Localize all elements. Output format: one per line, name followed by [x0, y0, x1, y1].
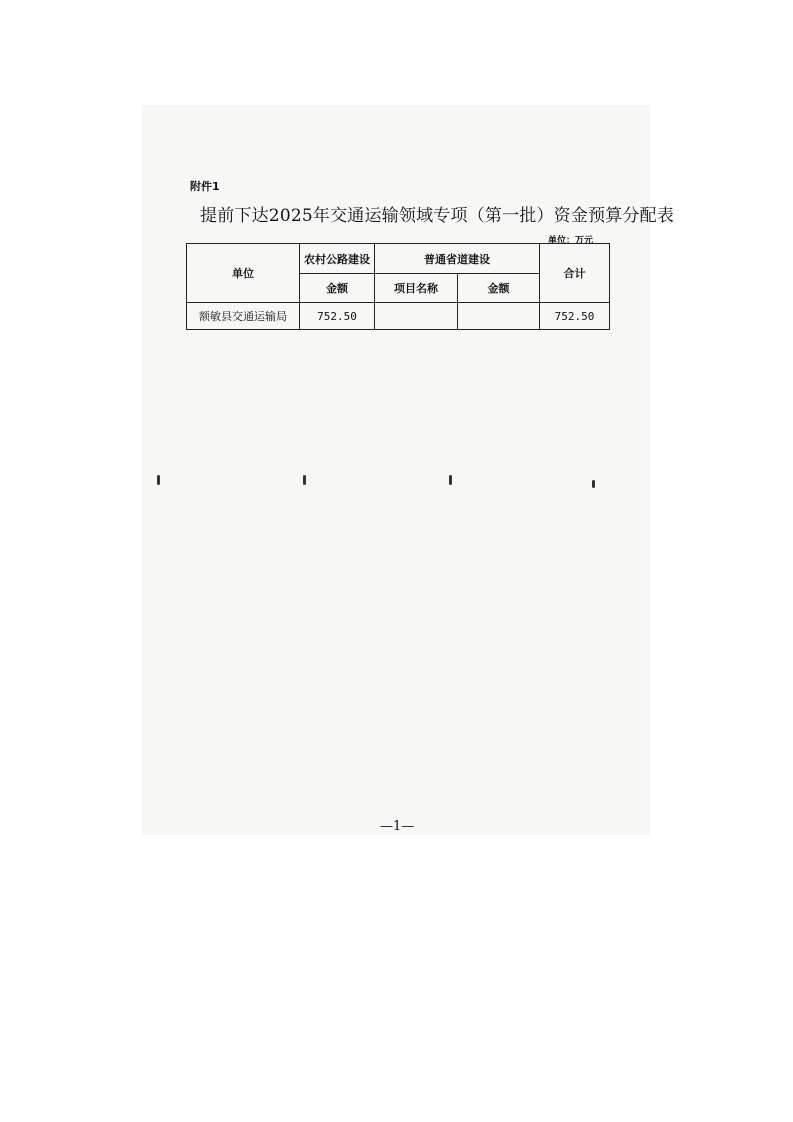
cell-total: 752.50: [540, 303, 610, 330]
header-project-name: 项目名称: [375, 274, 458, 303]
unit-note: 单位：万元: [548, 236, 594, 246]
binding-mark: [449, 475, 452, 485]
header-total: 合计: [540, 244, 610, 303]
page-number: —1—: [380, 819, 415, 834]
header-provincial-amount: 金额: [458, 274, 540, 303]
budget-allocation-table: [186, 243, 610, 330]
header-rural-amount: 金额: [300, 274, 375, 303]
table-header-row: [187, 244, 610, 274]
table-row: [187, 303, 610, 330]
cell-provincial-amount: [458, 303, 540, 330]
cell-unit: 额敏县交通运输局: [187, 303, 300, 330]
header-unit: 单位: [187, 244, 300, 303]
cell-project-name: [375, 303, 458, 330]
header-provincial-road: 普通省道建设: [375, 244, 540, 274]
attachment-label: 附件1: [190, 180, 220, 193]
document-title: 提前下达2025年交通运输领域专项（第一批）资金预算分配表: [200, 206, 675, 226]
binding-mark: [592, 480, 595, 488]
cell-rural-amount: 752.50: [300, 303, 375, 330]
header-rural-road: 农村公路建设: [300, 244, 375, 274]
binding-mark: [303, 475, 306, 485]
binding-mark: [157, 475, 160, 485]
